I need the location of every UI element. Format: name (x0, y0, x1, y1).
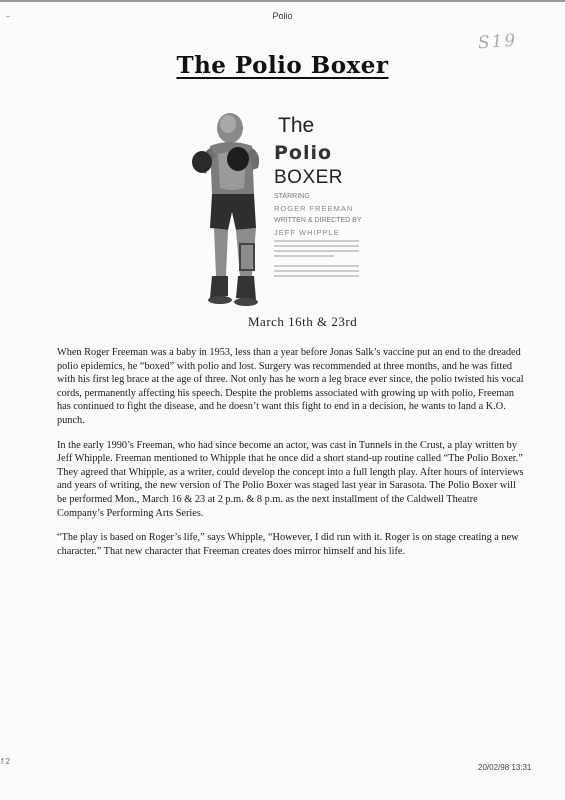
footer-page-mark: f 2 (1, 757, 10, 766)
poster-fine-print-line (274, 240, 359, 242)
poster-fine-print-line (274, 250, 359, 252)
poster-dates: March 16th & 23rd (248, 314, 358, 329)
poster-starring-label: STARRING (274, 193, 310, 200)
poster-title-block (274, 114, 386, 277)
document-title-wrap (0, 44, 565, 81)
poster-fine-print-line (274, 255, 334, 257)
poster-star-name: ROGER FREEMAN (274, 204, 354, 213)
article-body (57, 346, 527, 569)
handwritten-mark: S19 (477, 30, 518, 54)
footer-timestamp: 20/02/98 13:31 (478, 763, 532, 772)
poster-fine-print-line (274, 245, 359, 247)
boxer-figure-illustration (182, 104, 272, 318)
poster-fine-print-line (274, 275, 359, 277)
document-title: The Polio Boxer (176, 52, 389, 79)
poster-title-boxer: BOXER (274, 167, 344, 188)
article-paragraph-2: In the early 1990’s Freeman, who had since become an actor, was cast in Tunnels in the Crust, a play written by Jeff Whipple. Freeman mentioned to Whipple that he once did a short stand-up routine called “The Polio Boxer.” They agreed that Whipple, as a writer, could develop the concept into a full length play. After hours of interviews and years of writing, the new version of The Polio Boxer was staged last year in Sarasota. The Polio Boxer will be performed Mon., March 16 & 23 at 2 p.m. & 8 p.m. as the next installment of the Caldwell Theatre Company’s Performing Arts Series. (57, 439, 524, 519)
poster-image (182, 104, 382, 336)
article-paragraph-1: When Roger Freeman was a baby in 1953, less than a year before Jonas Salk’s vaccine put an end to the dreaded polio epidemics, he “boxed” with polio and lost. Surgery was recommended at three months, and he was fitted with his first leg brace at the age of three. Not only has he worn a leg brace ever since, the polio twisted his vocal cords, permanently affecting his speech. Despite the problems associated with growing up with polio, Freeman has continued to fight the disease, and he doesn’t want this fight to end in a decision, he wants to land a K.O. punch. (57, 347, 524, 426)
page-header-label: Polio (272, 11, 293, 21)
poster-writer-name: JEFF WHIPPLE (274, 228, 340, 237)
poster-title-polio: Polio (274, 142, 333, 164)
poster-fine-print-line (274, 270, 359, 272)
article-paragraph-3: “The play is based on Roger’s life,” says Whipple, “However, I did run with it. Roger is on stage creating a new character.” That new character that Freeman creates does mirror himself and his life. (57, 532, 519, 557)
corner-mark: ~ (5, 13, 11, 22)
poster-title-the: The (278, 114, 315, 137)
poster-written-label: WRITTEN & DIRECTED BY (274, 217, 362, 224)
page-top-border (0, 0, 565, 2)
poster-fine-print-line (274, 265, 359, 267)
